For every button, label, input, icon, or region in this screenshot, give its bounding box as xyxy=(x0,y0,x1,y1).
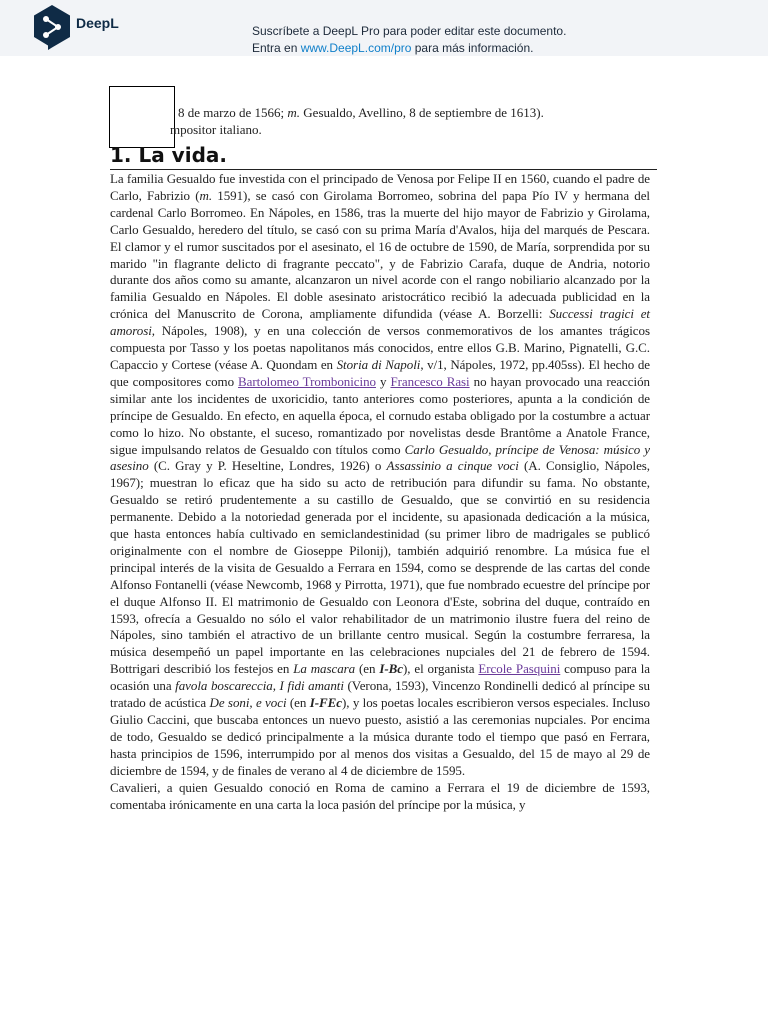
paragraph-1 xyxy=(110,171,650,780)
banner-message xyxy=(252,23,566,57)
banner-line-2-post: para más información. xyxy=(411,41,534,55)
intro-birth: 8 de marzo de 1566; xyxy=(178,105,288,120)
text-run-italic: m. xyxy=(199,187,213,203)
banner-line-1: Suscríbete a DeepL Pro para poder editar este documento. xyxy=(252,24,567,38)
text-run-italic: De soni, e voci xyxy=(209,695,287,711)
intro-role: mpositor italiano. xyxy=(170,122,262,137)
text-run-italic: Carlo Gesualdo, príncipe de Venosa: músico y asesino xyxy=(110,441,650,474)
brand-name: DeepL xyxy=(76,15,119,31)
text-run: , v/1, Nápoles, 1972, pp.405ss). El hecho de que compositores como xyxy=(110,356,650,389)
text-run-italic: Storia di Napoli xyxy=(336,356,421,372)
intro-death-abbr: m. xyxy=(287,105,301,120)
text-run: compuso para la ocasión una xyxy=(110,661,650,694)
link-francesco-rasi[interactable]: Francesco Rasi xyxy=(390,373,470,389)
text-run: y xyxy=(376,373,391,389)
text-run: (A. Consiglio, Nápoles, 1967); muestran lo eficaz que ha sido su acto de retribución para difundir su fama. No obstante, Gesualdo se retiró prudentemente a su castillo de Gesualdo, que se convirtió en su residencia permanente. Debido a la notoriedad generada por el incidente, su apasionada dedicación a la música, que hasta entonces había cultivado en semiclandestinidad (su primer libro de madrigales se publicó originalmente con el nombre de Gioseppe Pilonij), también adquirió renombre. La música fue el principal interés de la visita de Gesualdo a Ferrara en 1594, como se desprende de las cartas del conde Alfonso Fontanelli (véase Newcomb, 1968 y Pirrotta, 1971), que fue nombrado ecuestre del príncipe por el duque Alfonso II. El matrimonio de Gesualdo con Leonora d'Este, sobrina del duque, contraído en 1593, ofrecía a Gesualdo no sólo el valor rehabilitador de un matrimonio ilustre fuera del reino de Nápoles, sino también el atractivo de un brillante centro musical. Según la costumbre ferraresa, la música desempeñó un papel importante en las celebraciones nupciales del 21 de febrero de 1594. Bottrigari describió los festejos en xyxy=(110,458,650,677)
paragraph-2: Cavalieri, a quien Gesualdo conoció en Roma de camino a Ferrara el 19 de diciembre de 1593, comentaba irónicamente en una carta la loca pasión del príncipe por la música, y xyxy=(110,779,650,812)
text-run: Nápoles, 1908), y en una colección de versos conmemorativos de los amantes trágicos compuesta por Tasso y los poetas napolitanos más conocidos, entre ellos G.B. Marino, Pignatelli, G.C. Capaccio y Cortese (véase A. Quondam en xyxy=(110,323,650,372)
link-bartolomeo-trombonicino[interactable]: Bartolomeo Trombonicino xyxy=(238,373,376,389)
intro-text xyxy=(110,104,650,138)
text-run: (Verona, 1593), Vincenzo Rondinelli dedicó al príncipe su tratado de acústica xyxy=(110,678,650,711)
text-run-italic: La mascara xyxy=(293,661,356,677)
text-run: no hayan provocado una reacción similar ante los incidentes de uxoricidio, tanto anteriores como posteriores, apunta a la condición de príncipe de Gesualdo. En efecto, en aquella época, el cornudo estaba obligado por la costumbre a actuar como lo hizo. No obstante, el suceso, romantizado por novelistas desde Brantôme a Anatole France, sigue impulsando relatos de Gesualdo con títulos como xyxy=(110,373,650,457)
text-run: (en xyxy=(286,695,310,711)
intro-line-2 xyxy=(110,121,650,138)
text-run: La familia Gesualdo fue investida con el principado de Venosa por Felipe II en 1560, cuando el padre de Carlo, Fabrizio ( xyxy=(110,171,650,203)
intro-line-1 xyxy=(110,104,650,121)
text-run-bold: I-Bc xyxy=(379,661,403,677)
text-run: (en xyxy=(355,661,380,677)
deepl-banner xyxy=(0,0,768,56)
deepl-pro-link[interactable]: www.DeepL.com/pro xyxy=(300,41,412,55)
banner-line-2-pre: Entra en xyxy=(252,41,301,55)
document-body xyxy=(110,171,650,813)
intro-death: Gesualdo, Avellino, 8 de septiembre de 1613). xyxy=(300,105,544,120)
deepl-logo-icon[interactable] xyxy=(32,4,72,50)
text-run: 1591), se casó con Girolama Borromeo, sobrina del papa Pío IV y hermana del cardenal Carlo Borromeo. En Nápoles, en 1586, tras la muerte del hijo mayor de Fabrizio y Girolama, Carlo Gesualdo, heredero del título, se casó con su prima María d'Avalos, hija del marqués de Pescara. El clamor y el rumor suscitados por el asesinato, el 16 de octubre de 1590, de María, sorprendida por su marido "in flagrante delicto di fragrante peccato", y de Fabrizio Carafa, duque de Andria, notorio durante dos años como su amante, alcanzaron un nivel acorde con el rango nobiliario alcanzado por la familia Gesualdo en Nápoles. El doble asesinato aristocrático recibió la adecuada publicidad en la crónica del Manuscrito de Corona, ampliamente difundida (véase A. Borzelli: xyxy=(110,187,650,322)
text-run-italic: Successi tragici et amorosi, xyxy=(110,306,650,339)
text-run-bold: I-FEc xyxy=(309,695,342,711)
text-run: (C. Gray y P. Heseltine, Londres, 1926) o xyxy=(148,458,387,474)
section-heading: 1. La vida. xyxy=(110,141,657,170)
banner-line-2 xyxy=(252,40,566,57)
text-run: ), el organista xyxy=(403,661,479,677)
link-ercole-pasquini[interactable]: Ercole Pasquini xyxy=(478,661,561,677)
text-run-italic: favola boscareccia, I fidi amanti xyxy=(175,678,344,694)
text-run-italic: Assassinio a cinque voci xyxy=(386,458,519,474)
text-run: ), y los poetas locales escribieron versos especiales. Incluso Giulio Caccini, que buscaba entonces un nuevo puesto, asistió a las ceremonias nupciales. Por encima de todo, Gesualdo se dedicó principalmente a la música durante todo el tiempo que pasó en Ferrara, hasta principios de 1596, interrumpido por al menos dos visitas a Gesualdo, del 15 de mayo al 29 de diciembre de 1594, y de finales de verano al 4 de diciembre de 1595. xyxy=(110,695,650,778)
